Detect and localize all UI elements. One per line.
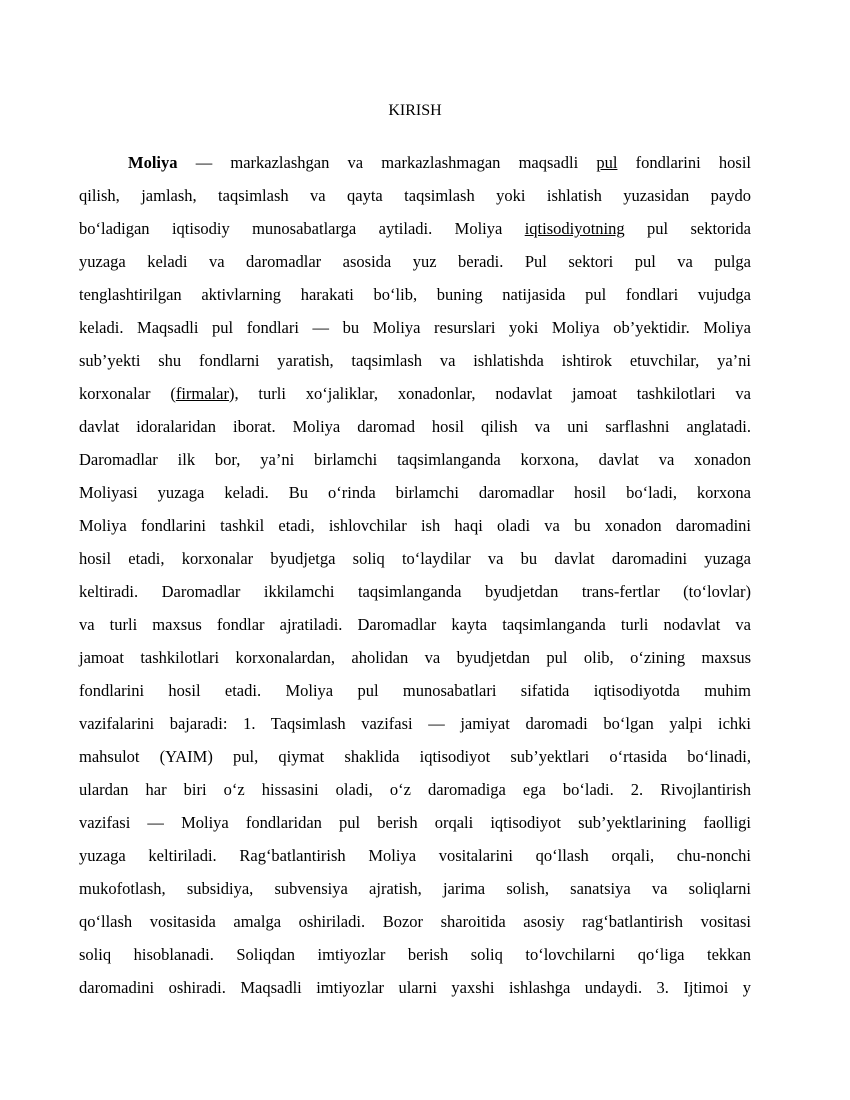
text-line [79,179,751,212]
text-segment: soliq hisoblanadi. Soliqdan imtiyozlar berish soliq to‘lovchilarni qo‘liga tekkan [79,945,751,964]
text-segment: mahsulot (YAIM) pul, qiymat shaklida iqtisodiyot sub’yektlari o‘rtasida bo‘linadi, [79,747,751,766]
page-title: KIRISH [388,102,442,119]
text-segment: davlat idoralaridan iborat. Moliya daromad hosil qilish va uni sarflashni anglatadi. [79,417,751,436]
text-line [79,311,751,344]
text-line [79,608,751,641]
text-line [79,641,751,674]
text-segment: — markazlashgan va markazlashmagan maqsadli [177,153,597,172]
text-segment: tenglashtirilgan aktivlarning harakati bo‘lib, buning natijasida pul fondlari vujudga [79,285,751,304]
link-text[interactable]: iqtisodiyotning [524,219,625,238]
text-segment: vazifalarini bajaradi: 1. Taqsimlash vazifasi — jamiyat daromadi bo‘lgan yalpi ichki [79,714,751,733]
text-segment: ), turli xo‘jaliklar, xonadonlar, nodavlat jamoat tashkilotlari va [228,384,752,403]
text-segment: daromadini oshiradi. Maqsadli imtiyozlar ularni yaxshi ishlashga undaydi. 3. Ijtimoi y [79,978,751,997]
text-line [79,146,751,179]
text-line [79,839,751,872]
text-line [79,674,751,707]
text-segment: bo‘ladigan iqtisodiy munosabatlarga aytiladi. Moliya [79,219,525,238]
text-line [79,509,751,542]
link-text[interactable]: firmalar [175,384,229,403]
text-segment: va turli maxsus fondlar ajratiladi. Daromadlar kayta taqsimlanganda turli nodavlat va [79,615,751,634]
text-segment: qo‘llash vositasida amalga oshiriladi. Bozor sharoitida asosiy rag‘batlantirish vositasi [79,912,751,931]
text-segment: jamoat tashkilotlari korxonalardan, aholidan va byudjetdan pul olib, o‘zining maxsus [79,648,751,667]
text-line [79,542,751,575]
text-segment: fondlarini hosil etadi. Moliya pul munosabatlari sifatida iqtisodiyotda muhim [79,681,751,700]
text-segment: keladi. Maqsadli pul fondlari — bu Moliya resurslari yoki Moliya ob’yektidir. Moliya [79,318,751,337]
link-text[interactable]: pul [596,153,618,172]
text-segment: vazifasi — Moliya fondlaridan pul berish orqali iqtisodiyot sub’yektlarining faolligi [79,813,751,832]
text-segment: hosil etadi, korxonalar byudjetga soliq to‘laydilar va bu davlat daromadini yuzaga [79,549,751,568]
text-segment: pul sektorida [624,219,751,238]
text-segment: keltiradi. Daromadlar ikkilamchi taqsimlanganda byudjetdan trans-fertlar (to‘lovlar) [79,582,751,601]
text-line [79,575,751,608]
text-line [79,806,751,839]
text-line [79,410,751,443]
text-line [79,740,751,773]
text-segment: yuzaga keladi va daromadlar asosida yuz beradi. Pul sektori pul va pulga [79,252,751,271]
text-segment: yuzaga keltiriladi. Rag‘batlantirish Moliya vositalarini qo‘llash orqali, chu-nonchi [79,846,751,865]
text-line [79,377,751,410]
text-segment: sub’yekti shu fondlarni yaratish, taqsimlash va ishlatishda ishtirok etuvchilar, ya’ni [79,351,751,370]
text-line [79,971,751,1004]
text-line [79,905,751,938]
text-segment: korxonalar ( [79,384,176,403]
text-line [79,443,751,476]
text-line [79,707,751,740]
text-line [79,245,751,278]
text-segment: Moliyasi yuzaga keladi. Bu o‘rinda birlamchi daromadlar hosil bo‘ladi, korxona [79,483,751,502]
document-body [79,146,751,1004]
lead-term: Moliya [128,153,178,172]
text-segment: Daromadlar ilk bor, ya’ni birlamchi taqsimlanganda korxona, davlat va xonadon [79,450,751,469]
text-line [79,212,751,245]
text-line [79,344,751,377]
text-segment: ulardan har biri o‘z hissasini oladi, o‘z daromadiga ega bo‘ladi. 2. Rivojlantirish [79,780,751,799]
text-segment: mukofotlash, subsidiya, subvensiya ajratish, jarima solish, sanatsiya va soliqlarni [79,879,751,898]
text-line [79,938,751,971]
text-line [79,476,751,509]
text-segment: qilish, jamlash, taqsimlash va qayta taqsimlash yoki ishlatish yuzasidan paydo [79,186,751,205]
text-line [79,278,751,311]
text-line [79,773,751,806]
text-line [79,872,751,905]
text-segment: Moliya fondlarini tashkil etadi, ishlovchilar ish haqi oladi va bu xonadon daromadini [79,516,751,535]
text-segment: fondlarini hosil [617,153,751,172]
